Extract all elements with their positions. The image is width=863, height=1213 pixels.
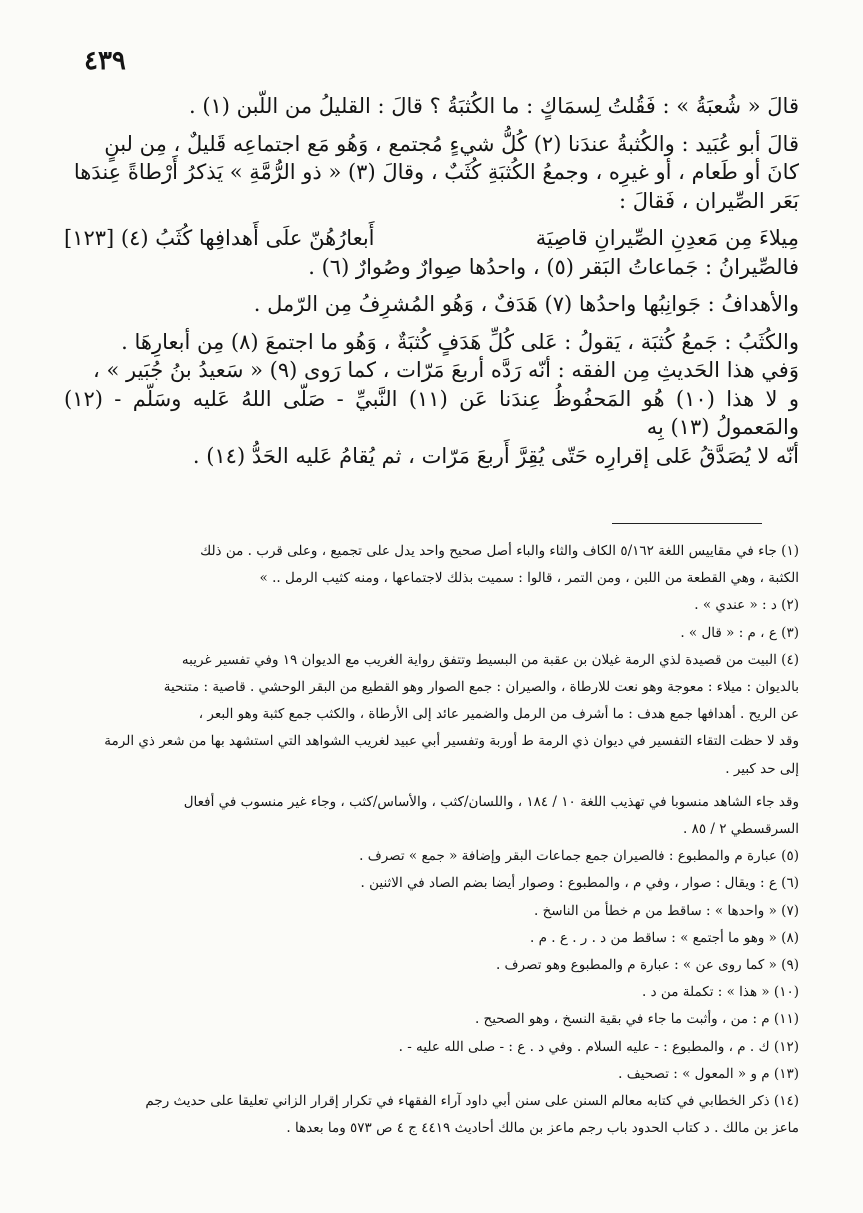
footnote-line: (١٢) ك . م ، والمطبوع : - عليه السلام . وفي د . ع : - صلى الله عليه - . [398, 1038, 799, 1055]
footnote-line: (٤) البيت من قصيدة لذي الرمة غيلان بن عقبة من البسيط وتتفق رواية الغريب مع الديوان ١٩ وفي تفسير غريبه [181, 651, 799, 668]
footnote-line: (٩) « كما روى عن » : عبارة م والمطبوع وهو تصرف . [495, 957, 799, 974]
footnote-line: (١٣) م و « المعول » : تصحيف . [618, 1065, 799, 1082]
footnote-line: (١١) م : من ، وأثبت ما جاء في بقية النسخ ، وهو الصحيح . [474, 1011, 799, 1028]
footnote-line: (٢) د : « عندي » . [694, 597, 799, 614]
text-line: كانَ أو طَعام ، أو غيرِه ، وجمعُ الكُثبَةِ كُثَبٌ ، وقالَ (٣) « ذو الرُّمَّةِ » يَذكرُ أَرْطاةً عِندَها [73, 160, 799, 184]
main-text [64, 92, 799, 470]
footnote-line: إلى حد كبير . [725, 760, 799, 777]
verse-first-hemistich: مِيلاءَ مِن مَعدِنِ الصِّيرانِ قاصِيَة [535, 226, 799, 250]
verse-second-hemistich: أَبعارُهُنّ علَى أَهدافِها كُثَبُ (٤) [١٢٣] [64, 226, 375, 250]
footnote-line: (٣) ع ، م : « قال » . [680, 624, 799, 641]
footnote-line: (٥) عبارة م والمطبوع : فالصيران جمع جماعات البقر وإضافة « جمع » تصرف . [359, 848, 799, 865]
footnote-line: عن الريح . أهدافها جمع هدف : ما أشرف من الرمل والضمير عائد إلى الأرطاة ، والكثب جمع كثبة وهو البعر ، [198, 706, 799, 723]
text-line: أنّه لا يُصَدَّقُ عَلى إقرارِه حَتّى يُقِرَّ أَربعَ مَرّات ، ثم يُقامُ عَليه الحَدُّ (١٤) . [192, 443, 799, 468]
footnote-line: ماعز بن مالك . د كتاب الحدود باب رجم ماعز بن مالك أحاديث ٤٤١٩ ج ٤ ص ٥٧٣ وما بعدها . [286, 1120, 799, 1137]
text-line: والكُثَبُ : جَمعُ كُثبَة ، يَقولُ : عَلى كُلِّ هَدَفٍ كُثبَةٌ ، وَهُو ما اجتمعَ (٨) مِن أبعارِهَا . [121, 329, 799, 354]
text-line: فالصِّيرانُ : جَماعاتُ البَقر (٥) ، واحدُها صِوارٌ وصُوارٌ (٦) . [308, 254, 799, 279]
footnote-line: (٨) « وهو ما أجتمع » : ساقط من د . ر . ع . م . [530, 929, 799, 946]
footnote-line: بالديوان : ميلاء : معوجة وهو نعت للارطاة ، والصيران : جمع الصوار وهو القطيع من البقر الوحشي . قاصية : متنحية [163, 679, 799, 696]
footnote-separator [612, 523, 762, 524]
footnote-line: الكثبة ، وهي القطعة من اللبن ، ومن التمر ، قالوا : سميت بذلك لاجتماعها ، ومنه كثيب الرمل .. » [259, 570, 799, 587]
poetry-verse [64, 224, 799, 253]
footnote-line: (٧) « واحدها » : ساقط من م خطأ من الناسخ . [534, 902, 799, 919]
text-line: و لا هذا (١٠) هُو المَحفُوظُ عِندَنا عَن (١١) النَّبيِّ - صَلّى اللهُ عَليه وسَلّم - (١٢) والمَعمولُ (١٣) بِه [64, 386, 799, 439]
footnote-line: (١٠) « هذا » : تكملة من د . [642, 984, 799, 1001]
footnotes [64, 538, 799, 1142]
footnote-line: وقد لا حظت التقاء التفسير في ديوان ذي الرمة ط أوربة وتفسير أبي عبيد لغريب الشواهد التي استشهد بها من شعر ذي الرمة [104, 733, 799, 750]
text-line: والأهدافُ : جَوانِبُها واحدُها (٧) هَدَفٌ ، وَهُو المُشرِفُ مِن الرّمل . [253, 292, 799, 316]
text-line: قالَ أبو عُبَيد : والكُثبةُ عندَنا (٢) كُلُّ شيءٍ مُجتمع ، وَهُو مَع اجتماعِه قَليلٌ ، مِن لبنٍ [104, 131, 799, 156]
footnote-line: وقد جاء الشاهد منسوبا في تهذيب اللغة ١٠ / ١٨٤ ، واللسان/كثب ، والأساس/كثب ، وجاء غير منسوب في أفعال [183, 793, 799, 810]
footnote-line: (٦) ع : ويقال : صوار ، وفي م ، والمطبوع : وصوار أيضا بضم الصاد في الاثنين . [360, 875, 799, 892]
text-line: بَعَر الصِّيران ، فَقالَ : [618, 188, 799, 213]
footnote-line: (١) جاء في مقاييس اللغة ٥/١٦٢ الكاف والثاء والباء أصل صحيح واحد يدل على تجميع ، وعلى قرب . من ذلك [200, 543, 799, 559]
text-line: قالَ « شُعبَةُ » : فَقُلتُ لِسمَاكٍ : ما الكُثبَةُ ؟ قالَ : القليلُ من اللّبن (١) . [188, 94, 799, 118]
footnote-line: السرقسطي ٢ / ٨٥ . [683, 821, 799, 838]
page-number: ٤٣٩ [84, 46, 126, 76]
text-line: وَفي هذا الحَديثِ مِن الفقه : أنّه رَدَّه أربعَ مَرّات ، كما رَوى (٩) « سَعيدُ بنُ جُبَير » ، [93, 358, 799, 382]
footnote-line: (١٤) ذكر الخطابي في كتابه معالم السنن على سنن أبي داود آراء الفقهاء في تكرار إقرار الزاني تعليقا على حديث رجم [145, 1093, 799, 1110]
